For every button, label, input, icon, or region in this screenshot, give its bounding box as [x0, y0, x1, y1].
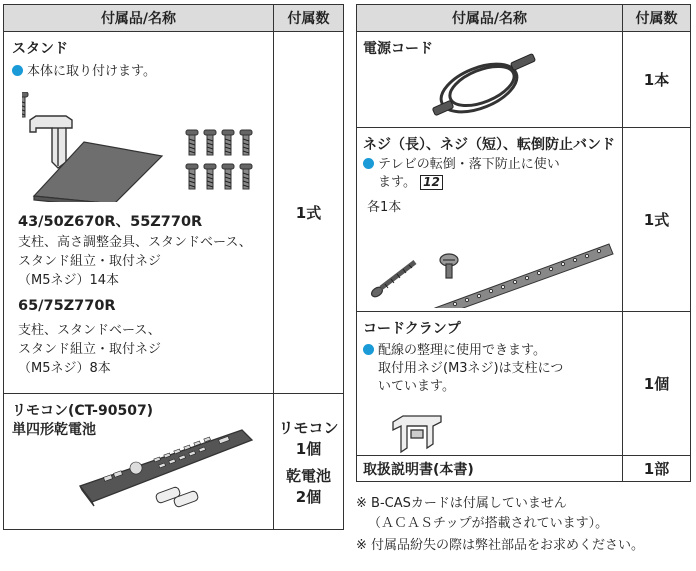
clamp-note-line1: 配線の整理に使用できます。 — [378, 343, 546, 358]
page-ref-icon: 12 — [420, 175, 443, 190]
bullet-icon — [363, 344, 374, 355]
footnote-2-mark: ※ — [356, 538, 367, 553]
screws-note — [363, 156, 560, 192]
stand-model-2: 65/75Z770R — [18, 298, 116, 314]
stand-model-1: 43/50Z670R、55Z770R — [18, 214, 203, 230]
short-screw-icon — [440, 254, 458, 278]
accessories-table-right — [356, 4, 691, 482]
cord-clamp-icon — [387, 408, 457, 454]
stand-desc-1-line3: （M5ネジ）14本 — [18, 273, 120, 288]
power-cord-cell — [357, 32, 623, 128]
clamp-cell — [357, 312, 623, 456]
clamp-qty: 1個 — [623, 312, 691, 456]
manual-qty: 1部 — [623, 456, 691, 482]
remote-illustration — [74, 424, 264, 524]
battery-qty-label: 乾電池 — [285, 466, 331, 485]
stand-desc-2-line1: 支柱、スタンドベース、 — [18, 323, 161, 338]
stand-bracket — [30, 116, 72, 168]
clamp-note — [363, 342, 563, 396]
power-cord-qty: 1本 — [623, 32, 691, 128]
header-name-right: 付属品/名称 — [357, 5, 623, 32]
screws-illustration — [363, 216, 619, 308]
remote-cell — [4, 394, 274, 530]
footnote-1 — [356, 492, 567, 511]
stand-desc-2-line3: （M5ネジ）8本 — [18, 361, 111, 376]
header-name: 付属品/名称 — [4, 5, 274, 32]
clamp-note-line3: いています。 — [378, 379, 455, 394]
header-qty-right: 付属数 — [623, 5, 691, 32]
clamp-note-line2: 取付用ネジ(M3ネジ)は支柱につ — [378, 361, 564, 376]
stand-name: スタンド — [12, 41, 68, 57]
stand-cell — [4, 32, 274, 394]
stand-desc-1 — [18, 233, 252, 290]
footnote-2-text: 付属品紛失の際は弊社部品をお求めください。 — [371, 538, 645, 553]
manual-name: 取扱説明書(本書) — [363, 461, 474, 478]
stand-illustration — [22, 92, 272, 202]
remote-qty-value: 1個 — [295, 439, 322, 458]
screws-each: 各1本 — [367, 200, 402, 215]
footnote-2 — [356, 534, 644, 553]
remote-name: リモコン(CT-90507) — [12, 403, 154, 419]
screws-qty: 1式 — [623, 128, 691, 312]
footnote-1-text: B-CASカードは付属していません — [371, 496, 567, 511]
stand-note — [12, 63, 156, 81]
stand-desc-2-line2: スタンド組立・取付ネジ — [18, 342, 162, 357]
bullet-icon — [12, 65, 23, 76]
remote-qty-label: リモコン — [278, 418, 339, 437]
clamp-name: コードクランプ — [363, 321, 461, 337]
battery-icon — [155, 486, 199, 508]
manual-cell — [357, 456, 623, 482]
bullet-icon — [363, 158, 374, 169]
anti-tip-band-icon — [435, 244, 613, 308]
stand-note-text: 本体に取り付けます。 — [27, 64, 156, 79]
battery-qty-value: 2個 — [295, 487, 322, 506]
screws-cell — [357, 128, 623, 312]
power-cord-icon — [427, 48, 557, 122]
stand-desc-1-line1: 支柱、高さ調整金具、スタンドベース、 — [18, 235, 252, 250]
screws-note-line1: テレビの転倒・落下防止に使い — [378, 157, 560, 172]
accessories-table-left — [3, 4, 344, 530]
battery-name: 単四形乾電池 — [12, 422, 96, 438]
remote-qty — [274, 394, 344, 530]
screws-note-line2: ます。 — [378, 175, 416, 190]
footnote-1-mark: ※ — [356, 496, 367, 511]
stand-qty: 1式 — [274, 32, 344, 394]
stand-desc-2 — [18, 321, 161, 378]
long-screw-icon — [370, 262, 415, 299]
power-cord-name: 電源コード — [363, 41, 433, 57]
screws-name: ネジ（長）、ネジ（短）、転倒防止バンド — [363, 137, 615, 153]
header-qty: 付属数 — [274, 5, 344, 32]
stand-desc-1-line2: スタンド組立・取付ネジ — [18, 254, 162, 269]
footnote-1-cont: （ＡＣＡＳチップが搭載されています）。 — [368, 516, 609, 531]
